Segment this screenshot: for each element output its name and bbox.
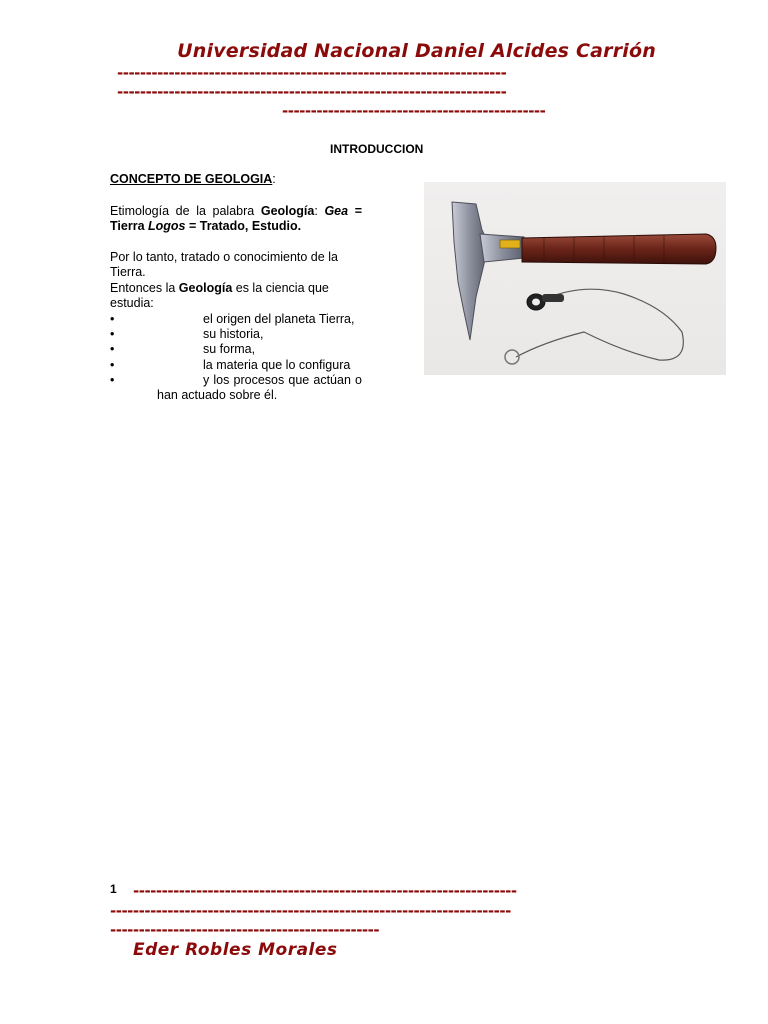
definition-paragraph: Por lo tanto, tratado o conocimiento de la Tierra.	[110, 250, 338, 280]
list-item-text: y los procesos que actúan o han actuado sobre él.	[157, 372, 362, 403]
list-item-text: el origen del planeta Tierra,	[203, 312, 355, 326]
list-item	[110, 327, 362, 342]
hammer-photo	[424, 182, 726, 375]
header-dash-line-2: --------------------------------------------------------------------	[117, 83, 507, 101]
etym-colon: :	[314, 204, 318, 218]
header-dash-line-3: ----------------------------------------------	[282, 102, 546, 120]
entonces-suffix: es la ciencia que estudia:	[110, 281, 329, 311]
list-item	[110, 373, 362, 403]
footer-dash-line-2: ----------------------------------------------------------------------	[110, 902, 511, 920]
list-item	[110, 358, 362, 373]
author-name: Eder Robles Morales	[133, 940, 338, 960]
gea-term: Gea	[324, 204, 349, 218]
section-title: INTRODUCCION	[330, 142, 424, 156]
study-intro-paragraph	[110, 281, 362, 311]
list-item	[110, 342, 362, 357]
eq-tierra: = Tierra	[110, 204, 362, 234]
header-dash-line-1: --------------------------------------------------------------------	[117, 64, 507, 82]
list-item-text: su historia,	[203, 327, 264, 342]
bullet-icon: •	[110, 372, 115, 387]
bullet-icon: •	[110, 327, 115, 342]
concept-heading-text: CONCEPTO DE GEOLOGIA	[110, 172, 273, 186]
page-number: 1	[110, 882, 117, 896]
list-item-text: la materia que lo configura	[203, 357, 351, 372]
list-item-text: su forma,	[203, 342, 256, 357]
etym-word: Geología	[260, 204, 315, 218]
entonces-prefix: Entonces la	[110, 281, 179, 295]
etymology-paragraph	[110, 204, 362, 234]
concept-heading-colon: :	[272, 172, 276, 186]
list-item	[110, 312, 362, 327]
footer-dash-line-1: -------------------------------------------------------------------	[133, 882, 517, 900]
etym-prefix: Etimología de la palabra	[110, 204, 261, 218]
footer-dash-line-3: -----------------------------------------------	[110, 921, 380, 939]
concept-heading	[110, 172, 362, 187]
bullet-icon: •	[110, 357, 115, 372]
bullet-icon: •	[110, 342, 115, 357]
bullet-icon: •	[110, 312, 115, 326]
university-title: Universidad Nacional Daniel Alcides Carrión	[177, 40, 656, 62]
entonces-word: Geología	[178, 281, 233, 295]
geologist-hammer-icon	[424, 182, 726, 375]
logos-term: Logos	[148, 219, 186, 234]
study-topics-list	[110, 312, 362, 403]
eq-tratado: = Tratado, Estudio.	[185, 219, 302, 234]
